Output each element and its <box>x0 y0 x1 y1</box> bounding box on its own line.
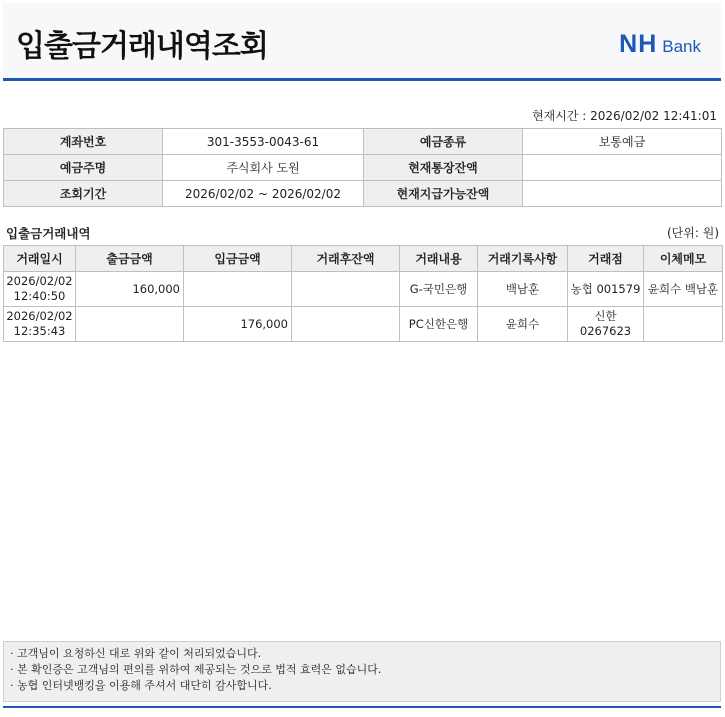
current-time: 현재시간 : 2026/02/02 12:41:01 <box>532 109 717 123</box>
cell-record: 백남훈 <box>478 272 568 307</box>
column-header-branch: 거래점 <box>568 246 644 272</box>
cell-deposit: 176,000 <box>184 307 292 342</box>
passbook-balance-value <box>523 155 722 181</box>
transactions-table <box>3 245 723 342</box>
account-number-value: 301-3553-0043-61 <box>163 129 364 155</box>
cell-record: 윤희수 <box>478 307 568 342</box>
cell-memo: 윤희수 백남훈 <box>644 272 723 307</box>
info-row <box>4 155 722 181</box>
column-header-deposit: 입금금액 <box>184 246 292 272</box>
cell-branch-line1: 농협 001579 <box>570 281 641 296</box>
account-number-label: 계좌번호 <box>4 129 163 155</box>
cell-memo <box>644 307 723 342</box>
table-header-row <box>4 246 723 272</box>
transactions-section-title: 입출금거래내역 <box>6 226 91 241</box>
notice-box <box>3 641 721 702</box>
notice-line: · 고객님이 요청하신 대로 위와 같이 처리되었습니다. <box>10 647 262 660</box>
cell-branch-line2: 0267623 <box>579 324 632 338</box>
table-row <box>4 272 723 307</box>
cell-deposit <box>184 272 292 307</box>
cell-balance-after <box>292 272 400 307</box>
cell-withdrawal <box>76 307 184 342</box>
account-info-table <box>3 128 722 207</box>
column-header-description: 거래내용 <box>400 246 478 272</box>
column-header-record: 거래기록사항 <box>478 246 568 272</box>
account-holder-label: 예금주명 <box>4 155 163 181</box>
notice-line: · 본 확인증은 고객님의 편의를 위하여 제공되는 것으로 법적 효력은 없습니다. <box>10 663 382 676</box>
column-header-balance-after: 거래후잔액 <box>292 246 400 272</box>
footer-divider <box>3 706 721 708</box>
cell-datetime <box>4 307 76 342</box>
passbook-balance-label: 현재통장잔액 <box>364 155 523 181</box>
info-row <box>4 181 722 207</box>
nh-bank-logo <box>619 30 701 59</box>
available-balance-label: 현재지급가능잔액 <box>364 181 523 207</box>
column-header-memo: 이체메모 <box>644 246 723 272</box>
currency-unit: (단위: 원) <box>667 226 719 240</box>
table-row <box>4 307 723 342</box>
cell-date: 2026/02/02 <box>6 309 73 323</box>
inquiry-period-label: 조회기간 <box>4 181 163 207</box>
cell-branch <box>568 272 644 307</box>
cell-time: 12:35:43 <box>13 324 66 338</box>
header-divider <box>3 78 721 81</box>
cell-withdrawal: 160,000 <box>76 272 184 307</box>
cell-description: G-국민은행 <box>400 272 478 307</box>
column-header-withdrawal: 출금금액 <box>76 246 184 272</box>
deposit-type-label: 예금종류 <box>364 129 523 155</box>
page-header <box>3 3 721 78</box>
available-balance-value <box>523 181 722 207</box>
notice-line: · 농협 인터넷뱅킹을 이용해 주셔서 대단히 감사합니다. <box>10 679 272 692</box>
cell-description: PC신한은행 <box>400 307 478 342</box>
info-row <box>4 129 722 155</box>
logo-bank-text: Bank <box>662 37 701 56</box>
account-holder-value: 주식회사 도원 <box>163 155 364 181</box>
logo-nh-text: NH <box>619 30 658 58</box>
inquiry-period-value: 2026/02/02 ~ 2026/02/02 <box>163 181 364 207</box>
cell-branch <box>568 307 644 342</box>
cell-date: 2026/02/02 <box>6 274 73 288</box>
page-title: 입출금거래내역조회 <box>16 29 268 64</box>
cell-balance-after <box>292 307 400 342</box>
cell-time: 12:40:50 <box>13 289 66 303</box>
deposit-type-value: 보통예금 <box>523 129 722 155</box>
column-header-datetime: 거래일시 <box>4 246 76 272</box>
cell-datetime <box>4 272 76 307</box>
cell-branch-line1: 신한 <box>594 309 617 323</box>
